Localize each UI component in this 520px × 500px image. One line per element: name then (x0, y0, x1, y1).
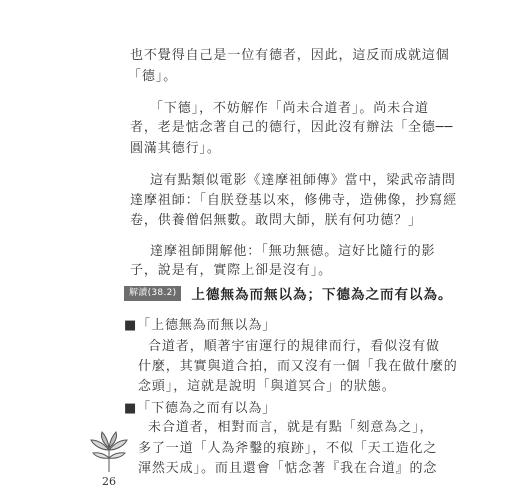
text-line: 者，老是惦念著自己的德行，因此沒有辦法「全德── (130, 120, 454, 135)
section-title: 上德無為而無以為；下德為之而有以為。 (191, 287, 453, 303)
page-number: 26 (102, 475, 116, 488)
text-line: 合道者，順著宇宙運行的規律而行，看似沒有做 (148, 339, 440, 354)
text-line: 圓滿其德行」。 (130, 141, 221, 156)
text-line: 什麼，其實與道合拍，而又沒有一個「我在做什麼的 (138, 359, 458, 374)
text-line: 「德」。 (128, 69, 178, 84)
text-line: 子，說是有，實際上卻是沒有」。 (130, 263, 333, 278)
text-line: 也不覺得自己是一位有德者，因此，這反而成就這個 (130, 48, 450, 63)
section-badge: 解讀(38.2) (124, 286, 181, 301)
text-line: 念頭」，這就是說明「與道冥合」的狀態。 (138, 379, 396, 394)
text-line: 這有點類似電影《達摩祖師傳》當中，梁武帝請問 (150, 173, 456, 188)
text-line: 「下德」，不妨解作「尚未合道者」。尚未合道 (150, 101, 429, 116)
text-line: 多了一道「人為斧鑿的痕跡」，不似「天工造化之 (138, 441, 438, 456)
text-line: 達摩祖師開解他：「無功無德。這好比隨行的影 (150, 244, 436, 259)
text-line: 達摩祖師：「自朕登基以來，修佛寺，造佛像，抄寫經 (130, 193, 458, 208)
section-heading (124, 283, 452, 303)
subheading: ■「下德為之而有以為」 (124, 401, 277, 416)
subheading: ■「上德無為而無以為」 (124, 318, 277, 333)
text-line: 未合道者，相對而言，就是有點「刻意為之」， (148, 420, 434, 435)
text-line: 渾然天成」。而且還會「惦念著『我在合道』的念 (138, 461, 438, 476)
text-line: 卷，供養僧侶無數。敢問大師，朕有何功德？」 (130, 213, 422, 228)
flower-ornament-icon (88, 428, 130, 474)
